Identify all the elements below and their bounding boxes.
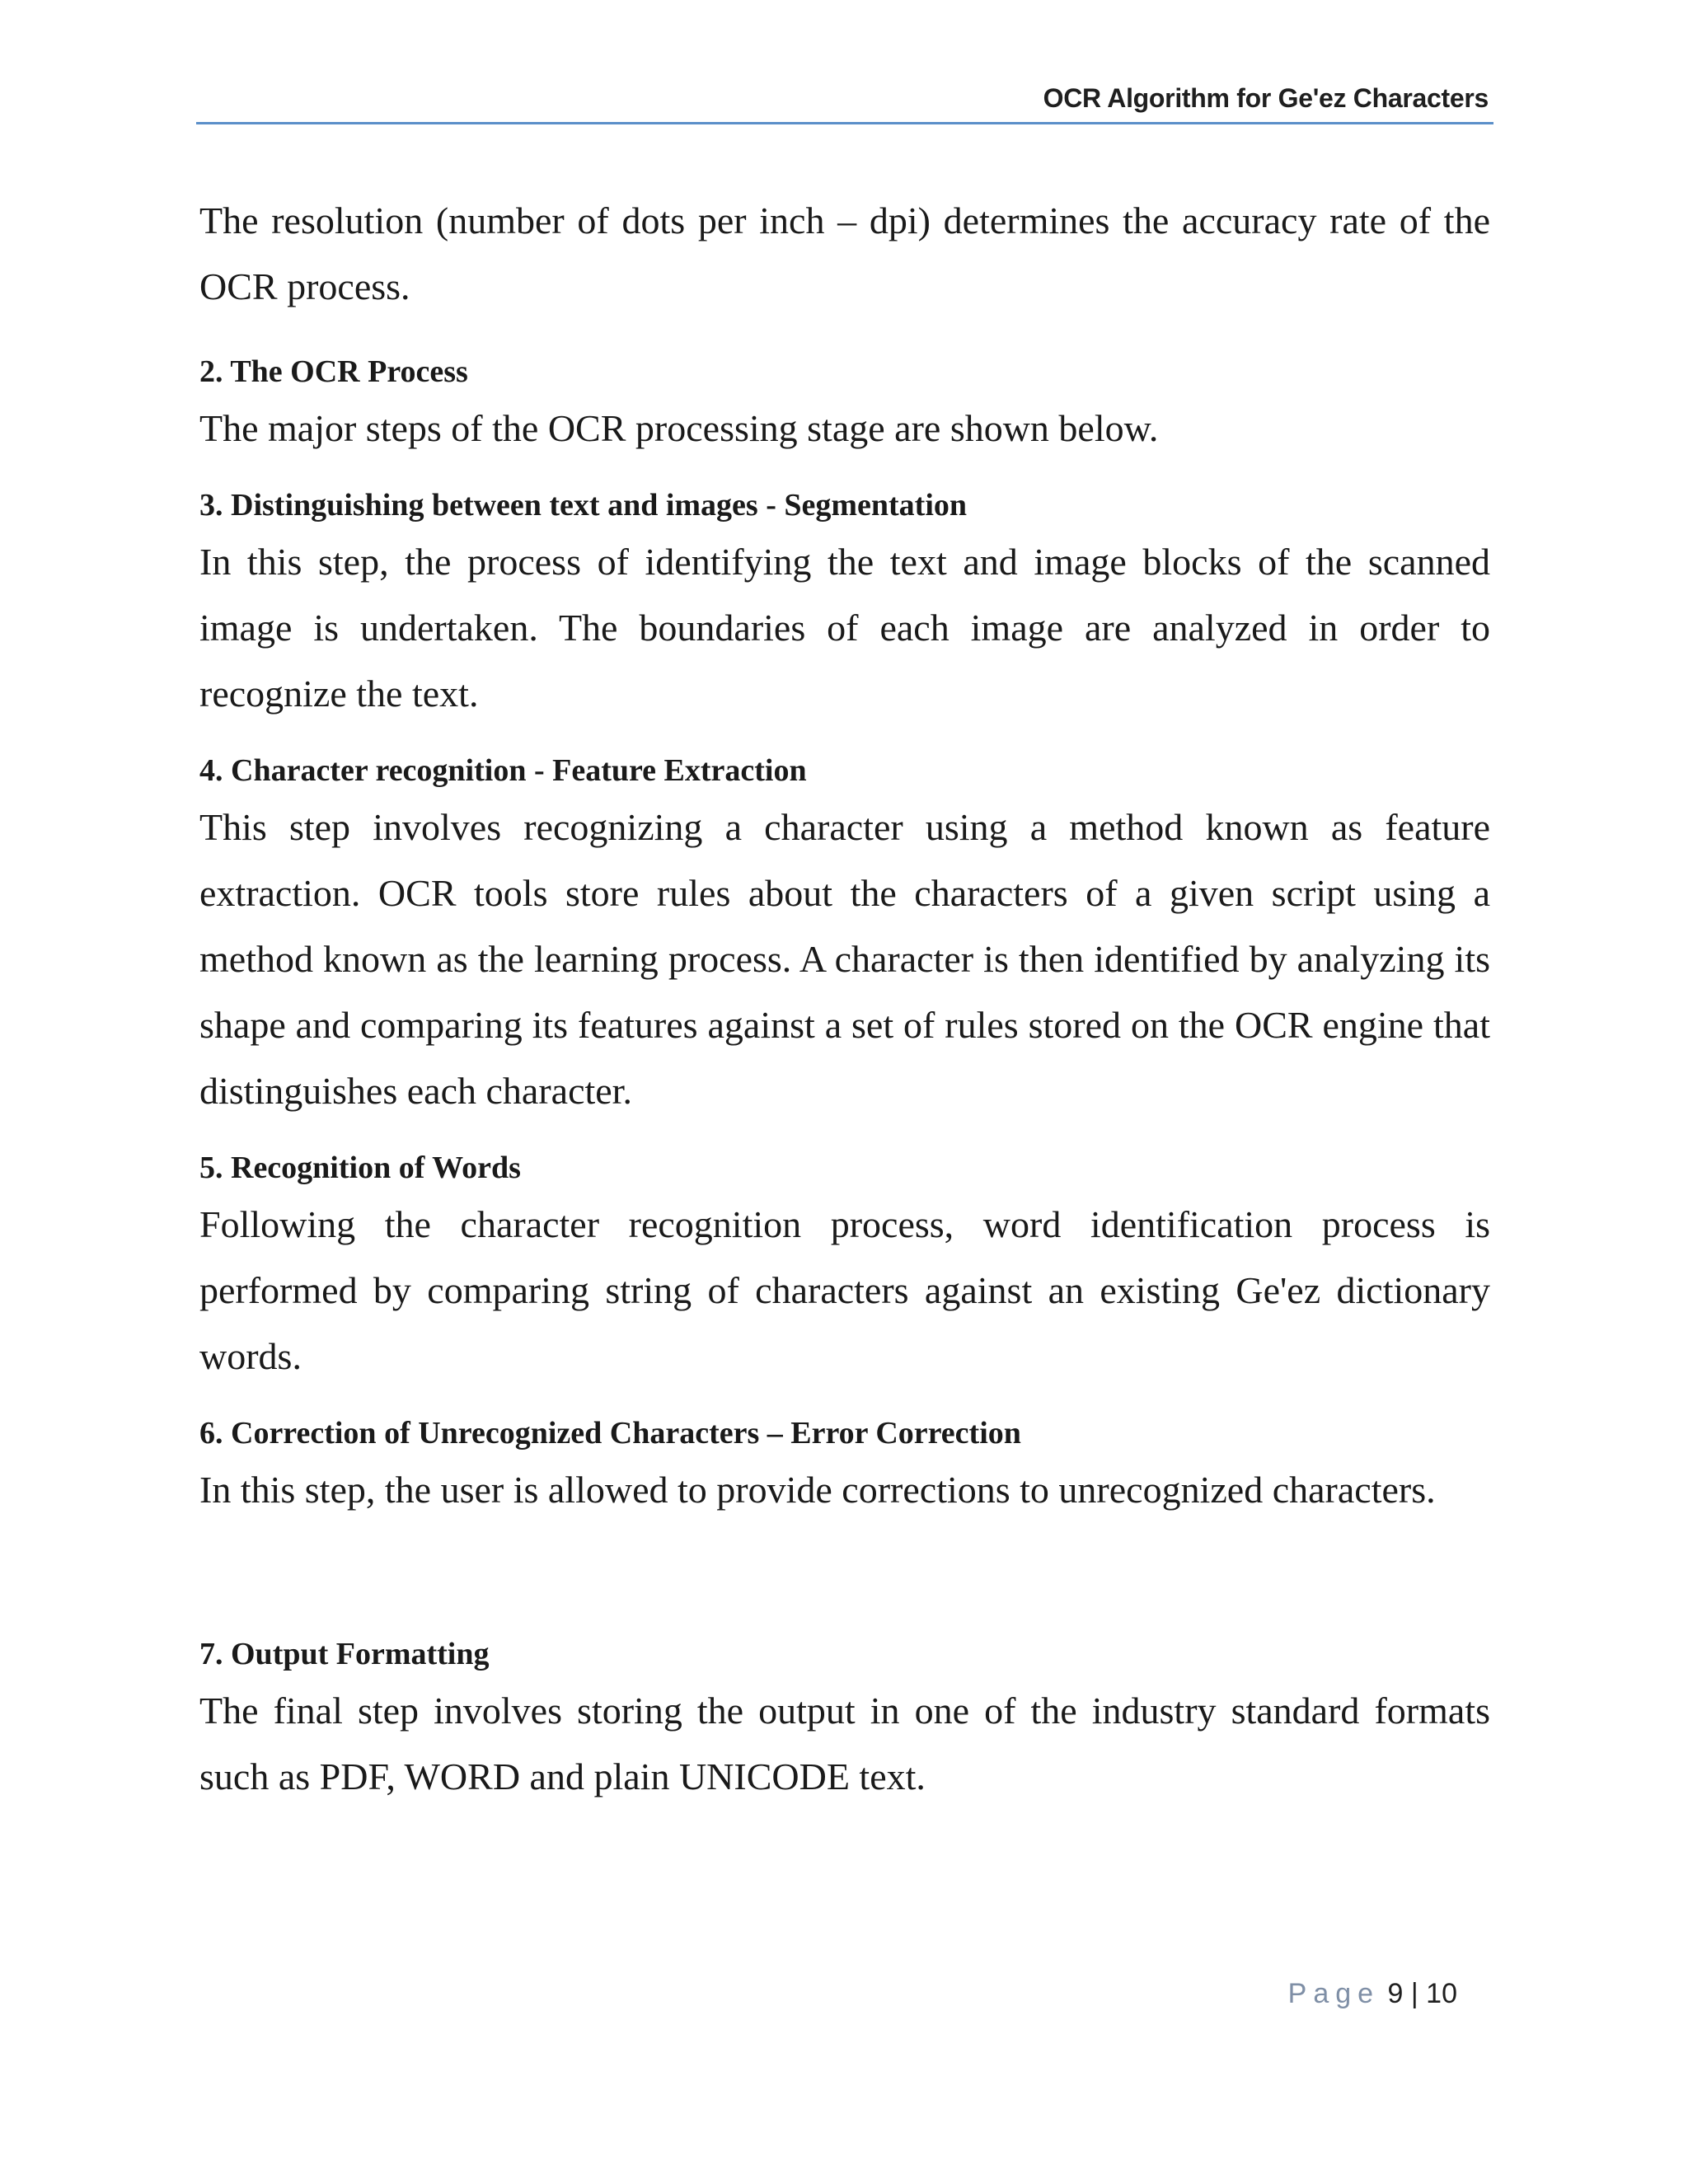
- page-number: 9: [1387, 1978, 1404, 2009]
- section-text-feature-extraction: This step involves recognizing a character using a method known as feature extraction. OCR tools store rules about the characters of a given script using a method known as the learning process. A character is then identified by analyzing its shape and comparing its features against a set of rules stored on the OCR engine that distinguishes each character.: [199, 806, 1490, 1112]
- section-heading-word-recognition: 5. Recognition of Words: [199, 1151, 521, 1185]
- section-text-error-correction: In this step, the user is allowed to provide corrections to unrecognized characters.: [199, 1469, 1436, 1511]
- page-separator: |: [1410, 1978, 1418, 2009]
- header-title: OCR Algorithm for Ge'ez Characters: [1043, 83, 1489, 113]
- section-text-ocr-process: The major steps of the OCR processing stage are shown below.: [199, 407, 1159, 449]
- section-heading-ocr-process: 2. The OCR Process: [199, 354, 468, 389]
- section-text-output-formatting: The final step involves storing the output in one of the industry standard formats such as PDF, WORD and plain UNICODE text.: [199, 1690, 1490, 1797]
- document-body: [199, 188, 1490, 1810]
- section-heading-error-correction: 6. Correction of Unrecognized Characters – Error Correction: [199, 1416, 1021, 1451]
- section-heading-feature-extraction: 4. Character recognition - Feature Extraction: [199, 753, 807, 788]
- page-header: [196, 76, 1493, 124]
- intro-paragraph: The resolution (number of dots per inch – dpi) determines the accuracy rate of the OCR process.: [199, 199, 1490, 307]
- total-pages: 10: [1426, 1978, 1457, 2009]
- section-text-segmentation: In this step, the process of identifying the text and image blocks of the scanned image is undertaken. The boundaries of each image are analyzed in order to recognize the text.: [199, 541, 1490, 715]
- section-text-word-recognition: Following the character recognition process, word identification process is performed by comparing string of characters against an existing Ge'ez dictionary words.: [199, 1203, 1490, 1377]
- section-heading-segmentation: 3. Distinguishing between text and images - Segmentation: [199, 488, 968, 523]
- section-heading-output-formatting: 7. Output Formatting: [199, 1637, 490, 1671]
- page-footer: [1288, 1978, 1457, 2010]
- page-word-label: Page: [1287, 1978, 1381, 2009]
